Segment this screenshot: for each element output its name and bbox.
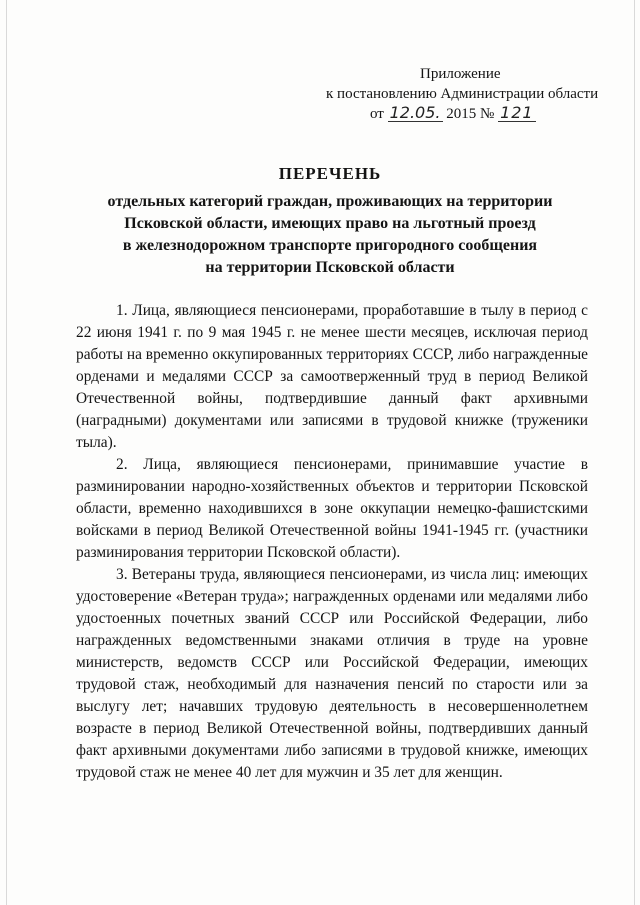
scan-edge-line-left: [6, 0, 7, 905]
list-item-2: 2. Лица, являющиеся пенсионерами, принимавшие участие в разминировании народно-хозяйственных объектов и территории Псковской области, временно находившихся в зоне оккупации немецко-фашистскими войсками в период Великой Отечественной войны 1941-1945 гг. (участники разминирования территории Псковской области).: [76, 456, 588, 561]
subtitle-line: на территории Псковской области: [205, 259, 455, 276]
appendix-from-label: от: [370, 106, 384, 122]
subtitle-line: в железнодорожном транспорте пригородного сообщения: [122, 237, 538, 254]
subtitle-line: отдельных категорий граждан, проживающих на территории: [107, 193, 553, 210]
appendix-date-number: [300, 104, 610, 124]
handwritten-date: 12.05.: [389, 103, 441, 122]
appendix-resolution-ref: к постановлению Администрации области: [326, 86, 599, 102]
scan-edge-line-right: [634, 0, 635, 905]
appendix-header: [300, 64, 610, 124]
appendix-label: Приложение: [420, 66, 501, 82]
document-title: ПЕРЕЧЕНЬ: [278, 164, 382, 183]
document-title-block: [60, 163, 600, 279]
appendix-year-number-label: 2015 №: [446, 106, 495, 122]
subtitle-line: Псковской области, имеющих право на льготный проезд: [124, 215, 536, 232]
list-item-3: 3. Ветераны труда, являющиеся пенсионерами, из числа лиц: имеющих удостоверение «Ветеран труда»; награжденных орденами или медалями либо удостоенных почетных званий СССР или Российской Федерации, либо награжденных ведомственными знаками отличия в труде на уровне министерств, ведомств СССР или Российской Федерации, имеющих трудовой стаж, необходимый для назначения пенсий по старости или за выслугу лет; начавших трудовую деятельность в несовершеннолетнем возрасте в период Великой Отечественной войны, подтвердивших данный факт архивными документами либо записями в трудовой книжке, имеющих трудовой стаж не менее 40 лет для мужчин и 35 лет для женщин.: [76, 566, 588, 781]
document-body: [76, 300, 588, 784]
handwritten-number: 121: [500, 103, 534, 122]
list-item-1: 1. Лица, являющиеся пенсионерами, проработавшие в тылу в период с 22 июня 1941 г. по 9 мая 1945 г. не менее шести месяцев, исключая период работы на временно оккупированных территориях СССР, либо награжденные орденами и медалями СССР за самоотверженный труд в период Великой Отечественной войны, подтвердившие данный факт архивными (наградными) документами или записями в трудовой книжке (труженики тыла).: [76, 302, 588, 451]
